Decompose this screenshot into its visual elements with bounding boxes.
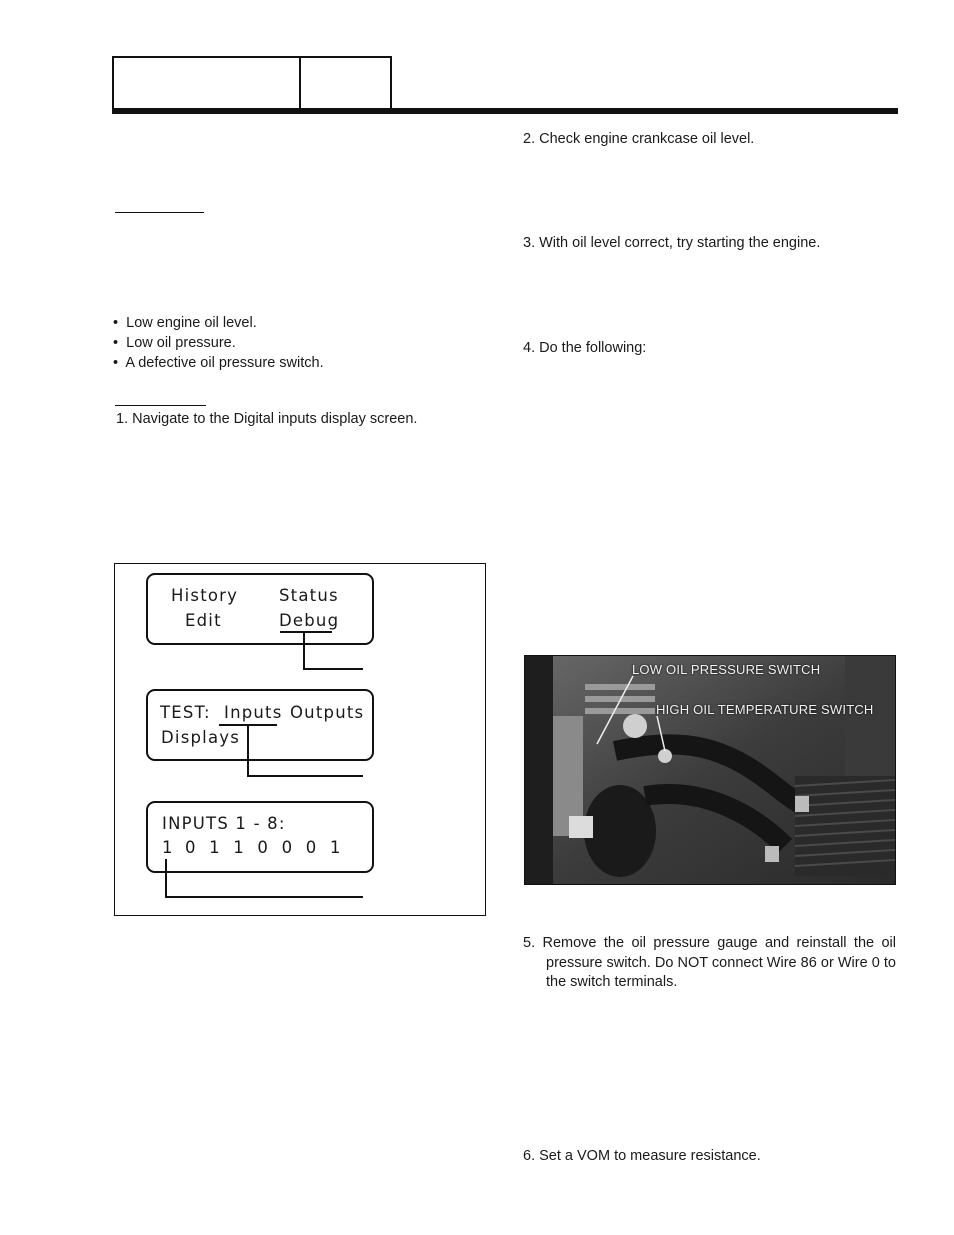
- step-3: 3. With oil level correct, try starting the engine.: [523, 235, 821, 251]
- menu-inputs: Inputs: [224, 703, 283, 722]
- debug-callout-horizontal: [303, 668, 363, 670]
- inputs-callout-vertical: [247, 724, 249, 776]
- step-2: 2. Check engine crankcase oil level.: [523, 131, 755, 147]
- section-underline-2: [115, 405, 206, 406]
- header-rule: [112, 108, 898, 114]
- inputs-title: INPUTS 1 - 8:: [162, 814, 286, 833]
- cause-list: [113, 314, 324, 374]
- menu-edit: Edit: [185, 611, 222, 630]
- menu-outputs: Outputs: [290, 703, 365, 722]
- header-tab-left: [112, 56, 301, 112]
- menu-displays: Displays: [161, 728, 241, 747]
- header-tab-right: [299, 56, 392, 112]
- label-high-oil-temp-switch: HIGH OIL TEMPERATURE SWITCH: [656, 702, 874, 717]
- step-5-line-3: the switch terminals.: [546, 974, 678, 990]
- step-1: 1. Navigate to the Digital inputs display screen.: [116, 411, 418, 427]
- input-bit-1: 1: [162, 838, 174, 857]
- input-bits-2-8: 0 1 1 0 0 0 1: [185, 838, 342, 857]
- menu-status: Status: [279, 586, 339, 605]
- test-label: TEST:: [160, 703, 211, 722]
- step-6: 6. Set a VOM to measure resistance.: [523, 1148, 761, 1164]
- inputs-callout-horizontal: [247, 775, 363, 777]
- bit1-callout-vertical: [165, 859, 167, 897]
- debug-underline: [280, 631, 332, 633]
- engine-photo: [524, 655, 896, 885]
- list-item: • Low engine oil level.: [113, 315, 257, 331]
- menu-history: History: [171, 586, 239, 605]
- bit1-callout-horizontal: [165, 896, 363, 898]
- label-low-oil-pressure-switch: LOW OIL PRESSURE SWITCH: [632, 662, 821, 677]
- debug-callout-vertical: [303, 631, 305, 669]
- engine-photo-illustration: [525, 656, 896, 885]
- step-4: 4. Do the following:: [523, 340, 647, 356]
- step-5-line-1: 5. Remove the oil pressure gauge and reinstall the oil: [523, 935, 896, 951]
- lcd-screen-main-menu: [146, 573, 374, 645]
- step-5: [523, 934, 896, 993]
- list-item: • A defective oil pressure switch.: [113, 355, 324, 371]
- lcd-screen-inputs: [146, 801, 374, 873]
- list-item: • Low oil pressure.: [113, 335, 236, 351]
- step-5-line-2: pressure switch. Do NOT connect Wire 86 or Wire 0 to: [546, 954, 896, 971]
- menu-debug: Debug: [279, 611, 340, 630]
- section-underline-1: [115, 212, 204, 213]
